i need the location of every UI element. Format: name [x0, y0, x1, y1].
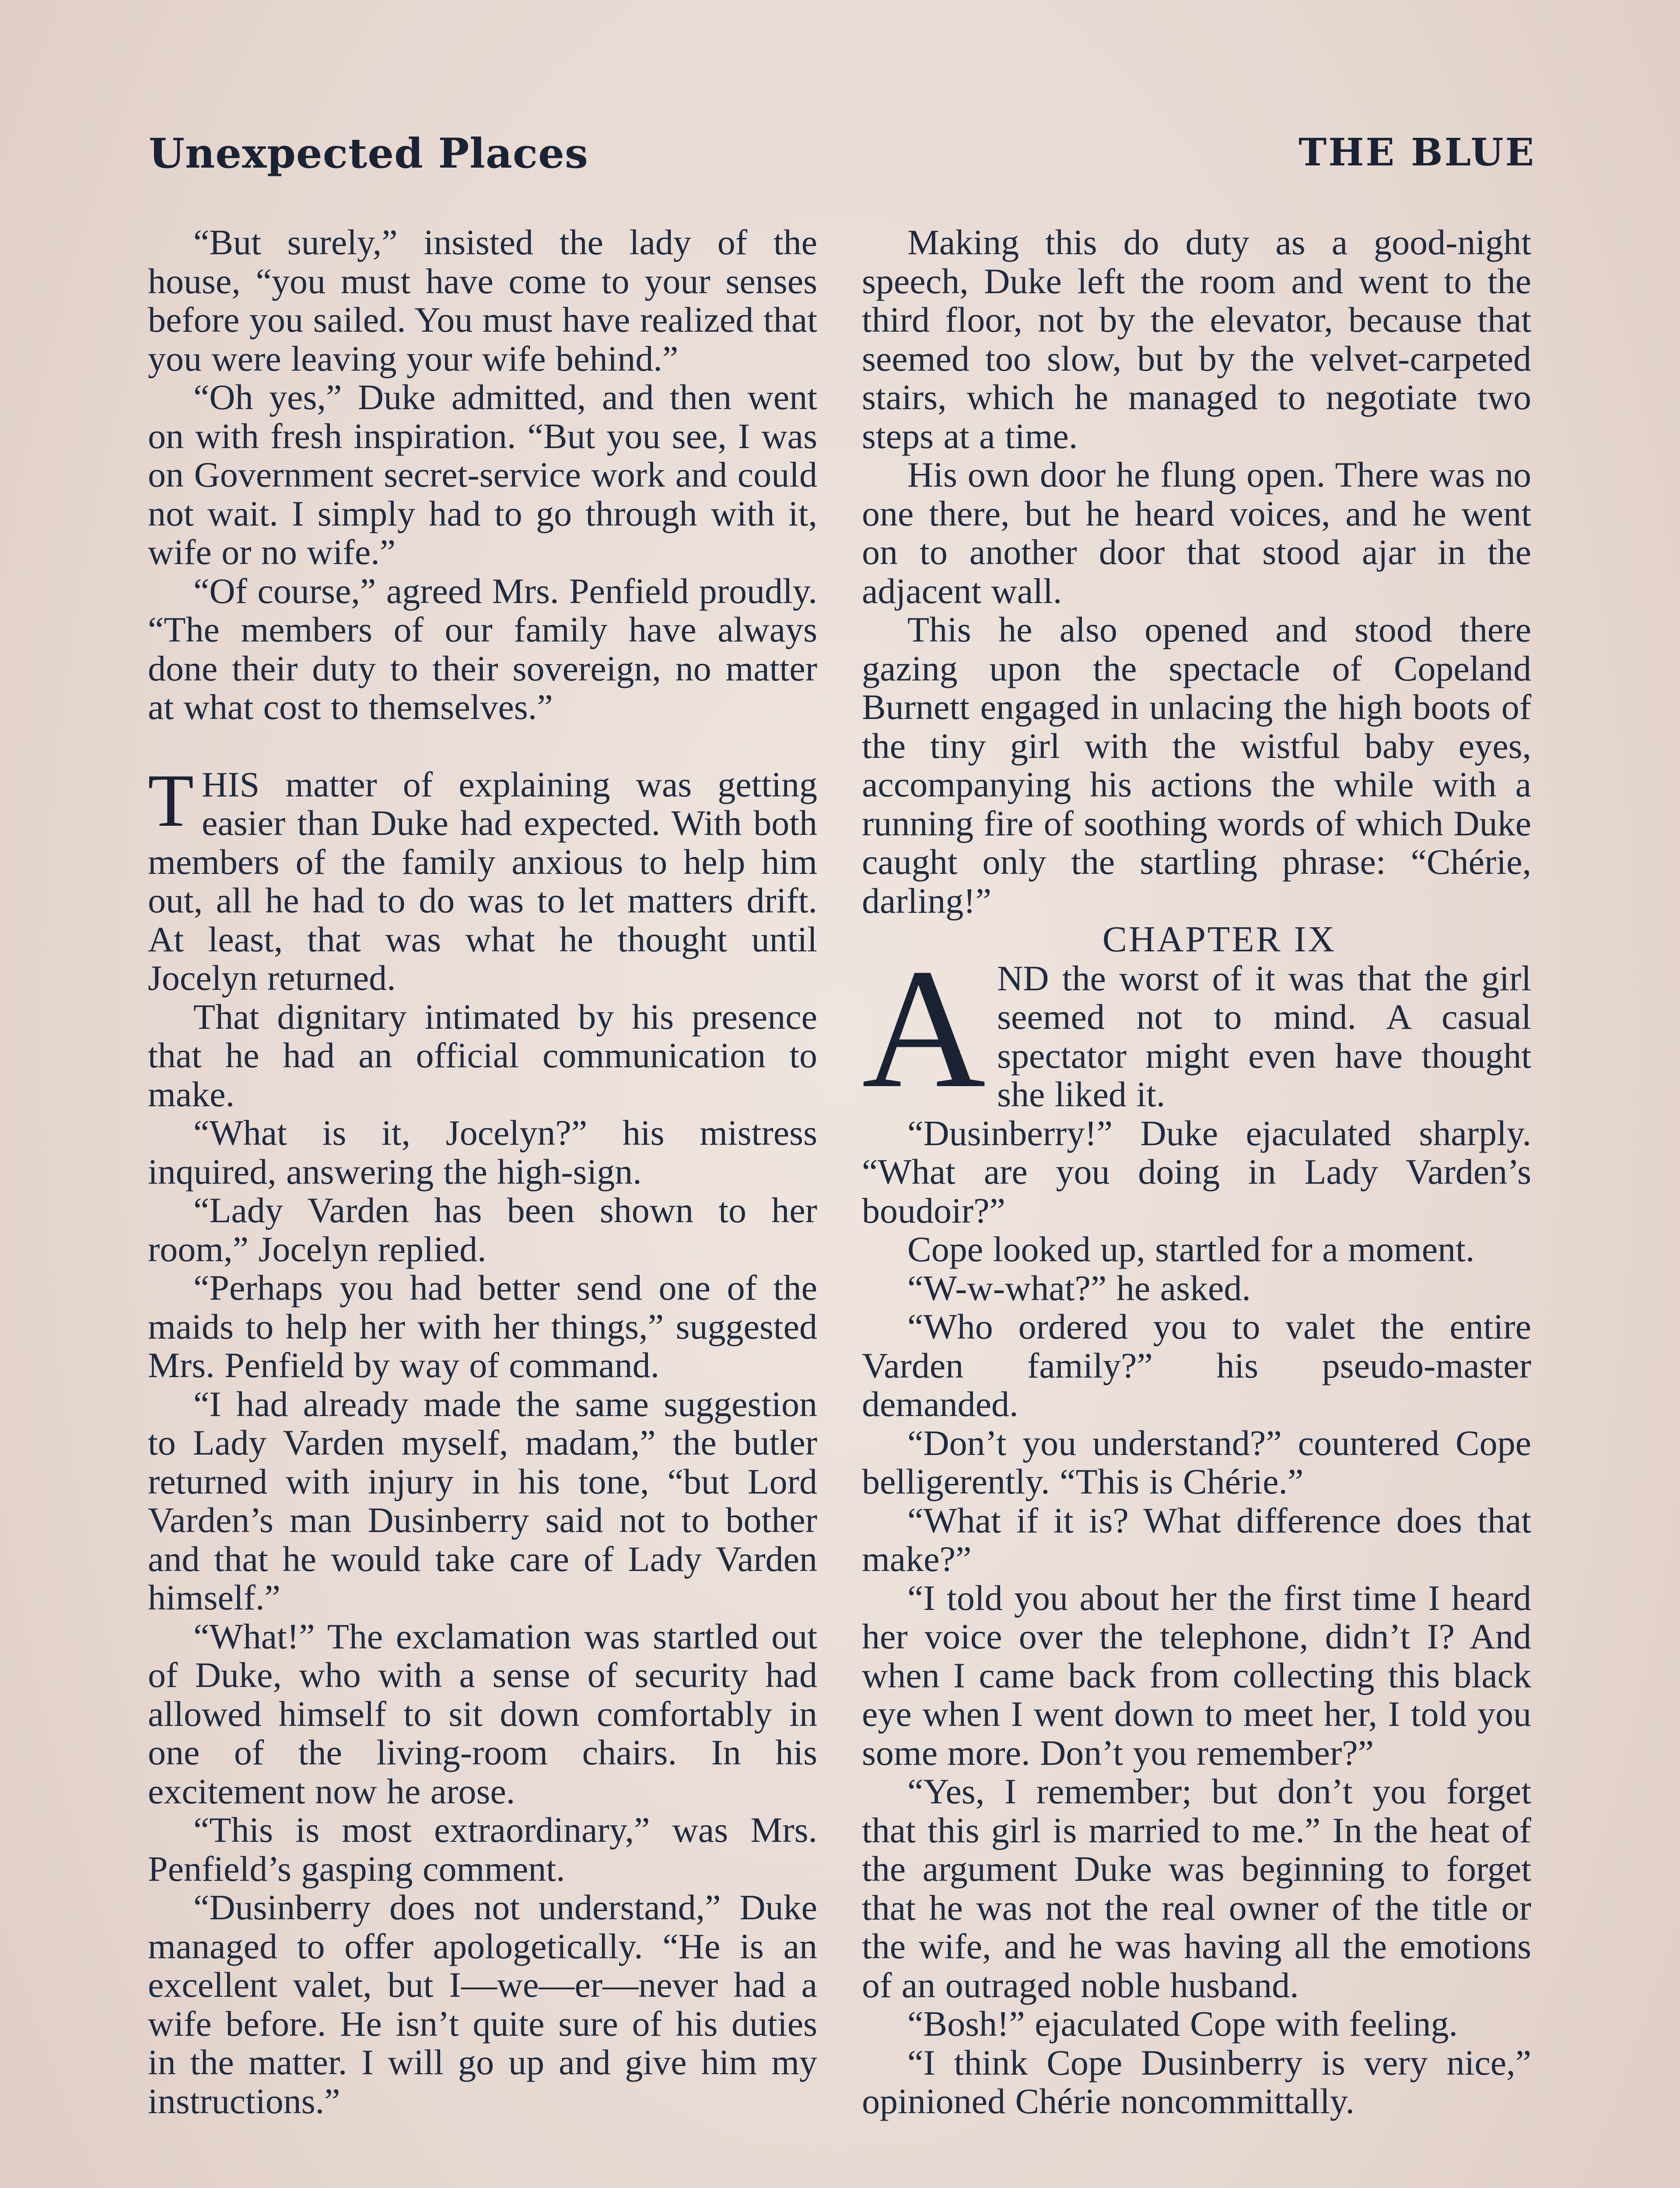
- paragraph-text: HIS matter of explaining was getting easier than Duke had expected. With both members of the family anxious to help him out, all he had to do was to let matters drift. At least, that was what he thought until Jocelyn returned.: [148, 764, 817, 998]
- paragraph: “This is most extraordinary,” was Mrs. Penfield’s gasping comment.: [148, 1810, 817, 1889]
- paragraph: “Yes, I remember; but don’t you forget that this girl is married to me.” In the heat of the argument Duke was beginning to forget that he was not the real owner of the title or the wife, and he was having all the emotions of an outraged noble husband.: [862, 1771, 1531, 2005]
- paragraph: “Lady Varden has been shown to her room,” Jocelyn replied.: [148, 1190, 817, 1269]
- paragraph: “Don’t you understand?” countered Cope belligerently. “This is Chérie.”: [862, 1423, 1531, 1501]
- running-head-magazine: THE BLUE: [1298, 130, 1536, 175]
- paragraph: “What!” The exclamation was startled out of Duke, who with a sense of security had allowed himself to sit down comfortably in one of the living-room chairs. In his excitement now he arose.: [148, 1616, 817, 1811]
- drop-cap: T: [148, 759, 194, 842]
- paragraph: “Oh yes,” Duke admitted, and then went on with fresh inspiration. “But you see, I was on Government secret-service work and could not wait. I simply had to go through with it, wife or no wife.”: [148, 377, 817, 572]
- paragraph: “Who ordered you to valet the entire Varden family?” his pseudo-master demanded.: [862, 1307, 1531, 1424]
- paragraph: “W-w-what?” he asked.: [907, 1268, 1251, 1308]
- paragraph: “I had already made the same suggestion to Lady Varden myself, madam,” the butler returned with injury in his tone, “but Lord Varden’s man Dusinberry said not to bother and that he would take care of Lady Varden himself.”: [148, 1384, 817, 1617]
- paragraph: “Bosh!” ejaculated Cope with feeling.: [907, 2004, 1458, 2044]
- paragraph: “Dusinberry does not understand,” Duke managed to offer apologetically. “He is an excellent valet, but I—we—er—never had a wife before. He isn’t quite sure of his duties in the matter. I will go up and give him my instructions.”: [148, 1887, 817, 2121]
- paragraph: “What is it, Jocelyn?” his mistress inquired, answering the high-sign.: [148, 1113, 817, 1192]
- running-head-title: Unexpected Places: [149, 130, 588, 178]
- right-column: [862, 223, 1531, 2121]
- paragraph: “Of course,” agreed Mrs. Penfield proudly. “The members of our family have always done their duty to their sovereign, no matter at what cost to themselves.”: [148, 571, 817, 727]
- paragraph: His own door he flung open. There was no one there, but he heard voices, and he went on to another door that stood ajar in the adjacent wall.: [862, 455, 1531, 611]
- section-opening-paragraph: [148, 759, 817, 998]
- paragraph-text: ND the worst of it was that the girl seemed not to mind. A casual spectator might even have thought she liked it.: [997, 958, 1531, 1114]
- left-column: [148, 223, 817, 2121]
- paragraph: “But surely,” insisted the lady of the house, “you must have come to your senses before you sailed. You must have realized that you were leaving your wife behind.”: [148, 222, 817, 379]
- paragraph: This he also opened and stood there gazing upon the spectacle of Copeland Burnett engaged in unlacing the high boots of the tiny girl with the wistful baby eyes, accompanying his actions the while with a running fire of soothing words of which Duke caught only the startling phrase: “Chérie, darling!”: [862, 610, 1531, 921]
- paragraph: “I think Cope Dusinberry is very nice,” opinioned Chérie noncommittally.: [862, 2042, 1531, 2121]
- drop-cap: A: [862, 933, 986, 1123]
- paragraph: “What if it is? What difference does that make?”: [862, 1500, 1531, 1579]
- paragraph: That dignitary intimated by his presence that he had an official communication to make.: [148, 996, 817, 1114]
- paragraph: Cope looked up, startled for a moment.: [907, 1229, 1475, 1269]
- paragraph: Making this do duty as a good-night speech, Duke left the room and went to the third floor, not by the elevator, because that seemed too slow, but by the velvet-carpeted stairs, which he managed to negotiate two steps at a time.: [862, 222, 1531, 456]
- paragraph: “I told you about her the first time I heard her voice over the telephone, didn’t I? And when I came back from collecting this black eye when I went down to meet her, I told you some more. Don’t you remember?”: [862, 1578, 1531, 1773]
- paragraph: “Perhaps you had better send one of the maids to help her with her things,” suggested Mrs. Penfield by way of command.: [148, 1268, 817, 1385]
- paragraph: “Dusinberry!” Duke ejaculated sharply. “What are you doing in Lady Varden’s boudoir?”: [862, 1113, 1531, 1231]
- chapter-heading: CHAPTER IX: [1102, 919, 1337, 960]
